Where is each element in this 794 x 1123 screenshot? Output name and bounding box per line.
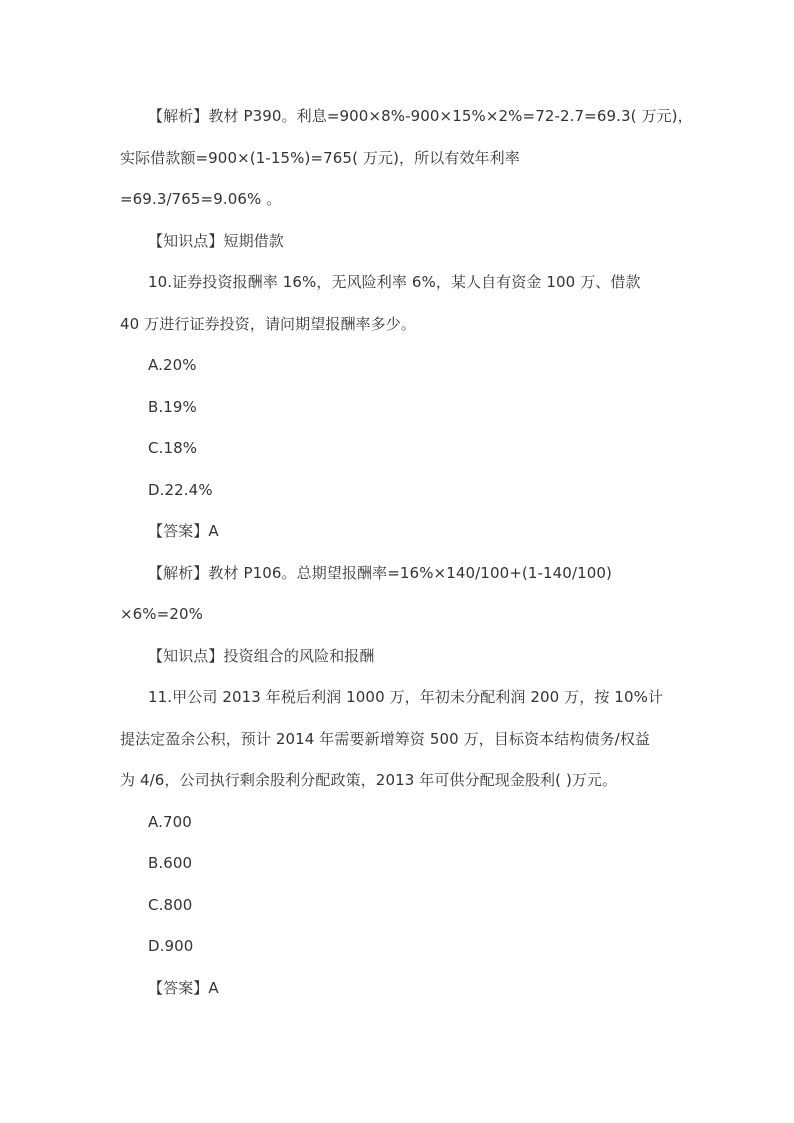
q11-option-b: B.600 (148, 854, 193, 872)
q11-option-c: C.800 (148, 896, 193, 914)
q10-option-b: B.19% (148, 398, 197, 416)
analysis-q10-line2: ×6%=20% (120, 605, 203, 623)
knowledge-point-q10: 【知识点】投资组合的风险和报酬 (148, 647, 375, 665)
q10-option-d: D.22.4% (148, 481, 213, 499)
question-10-line1: 10.证券投资报酬率 16%，无风险利率 6%，某人自有资金 100 万、借款 (148, 273, 641, 291)
question-11-line2: 提法定盈余公积，预计 2014 年需要新增筹资 500 万，目标资本结构债务/权益 (120, 730, 651, 748)
analysis-q9-line3: =69.3/765=9.06% 。 (120, 190, 282, 208)
analysis-q10-line1: 【解析】教材 P106。总期望报酬率=16%×140/100+(1-140/100) (148, 564, 612, 582)
question-10-line2: 40 万进行证券投资，请问期望报酬率多少。 (120, 315, 416, 333)
question-11-line1: 11.甲公司 2013 年税后利润 1000 万，年初未分配利润 200 万，按 10%计 (148, 688, 664, 706)
analysis-q9-line2: 实际借款额=900×(1-15%)=765( 万元)，所以有效年利率 (120, 149, 520, 167)
q10-option-a: A.20% (148, 356, 197, 374)
question-11-line3: 为 4/6，公司执行剩余股利分配政策，2013 年可供分配现金股利( )万元。 (120, 771, 618, 789)
analysis-q9-line1: 【解析】教材 P390。利息=900×8%-900×15%×2%=72-2.7=69.3( 万元)， (148, 107, 693, 125)
q11-answer: 【答案】A (148, 979, 219, 997)
q10-option-c: C.18% (148, 439, 198, 457)
q10-answer: 【答案】A (148, 522, 219, 540)
knowledge-point-q9: 【知识点】短期借款 (148, 232, 284, 250)
q11-option-a: A.700 (148, 813, 192, 831)
q11-option-d: D.900 (148, 937, 194, 955)
